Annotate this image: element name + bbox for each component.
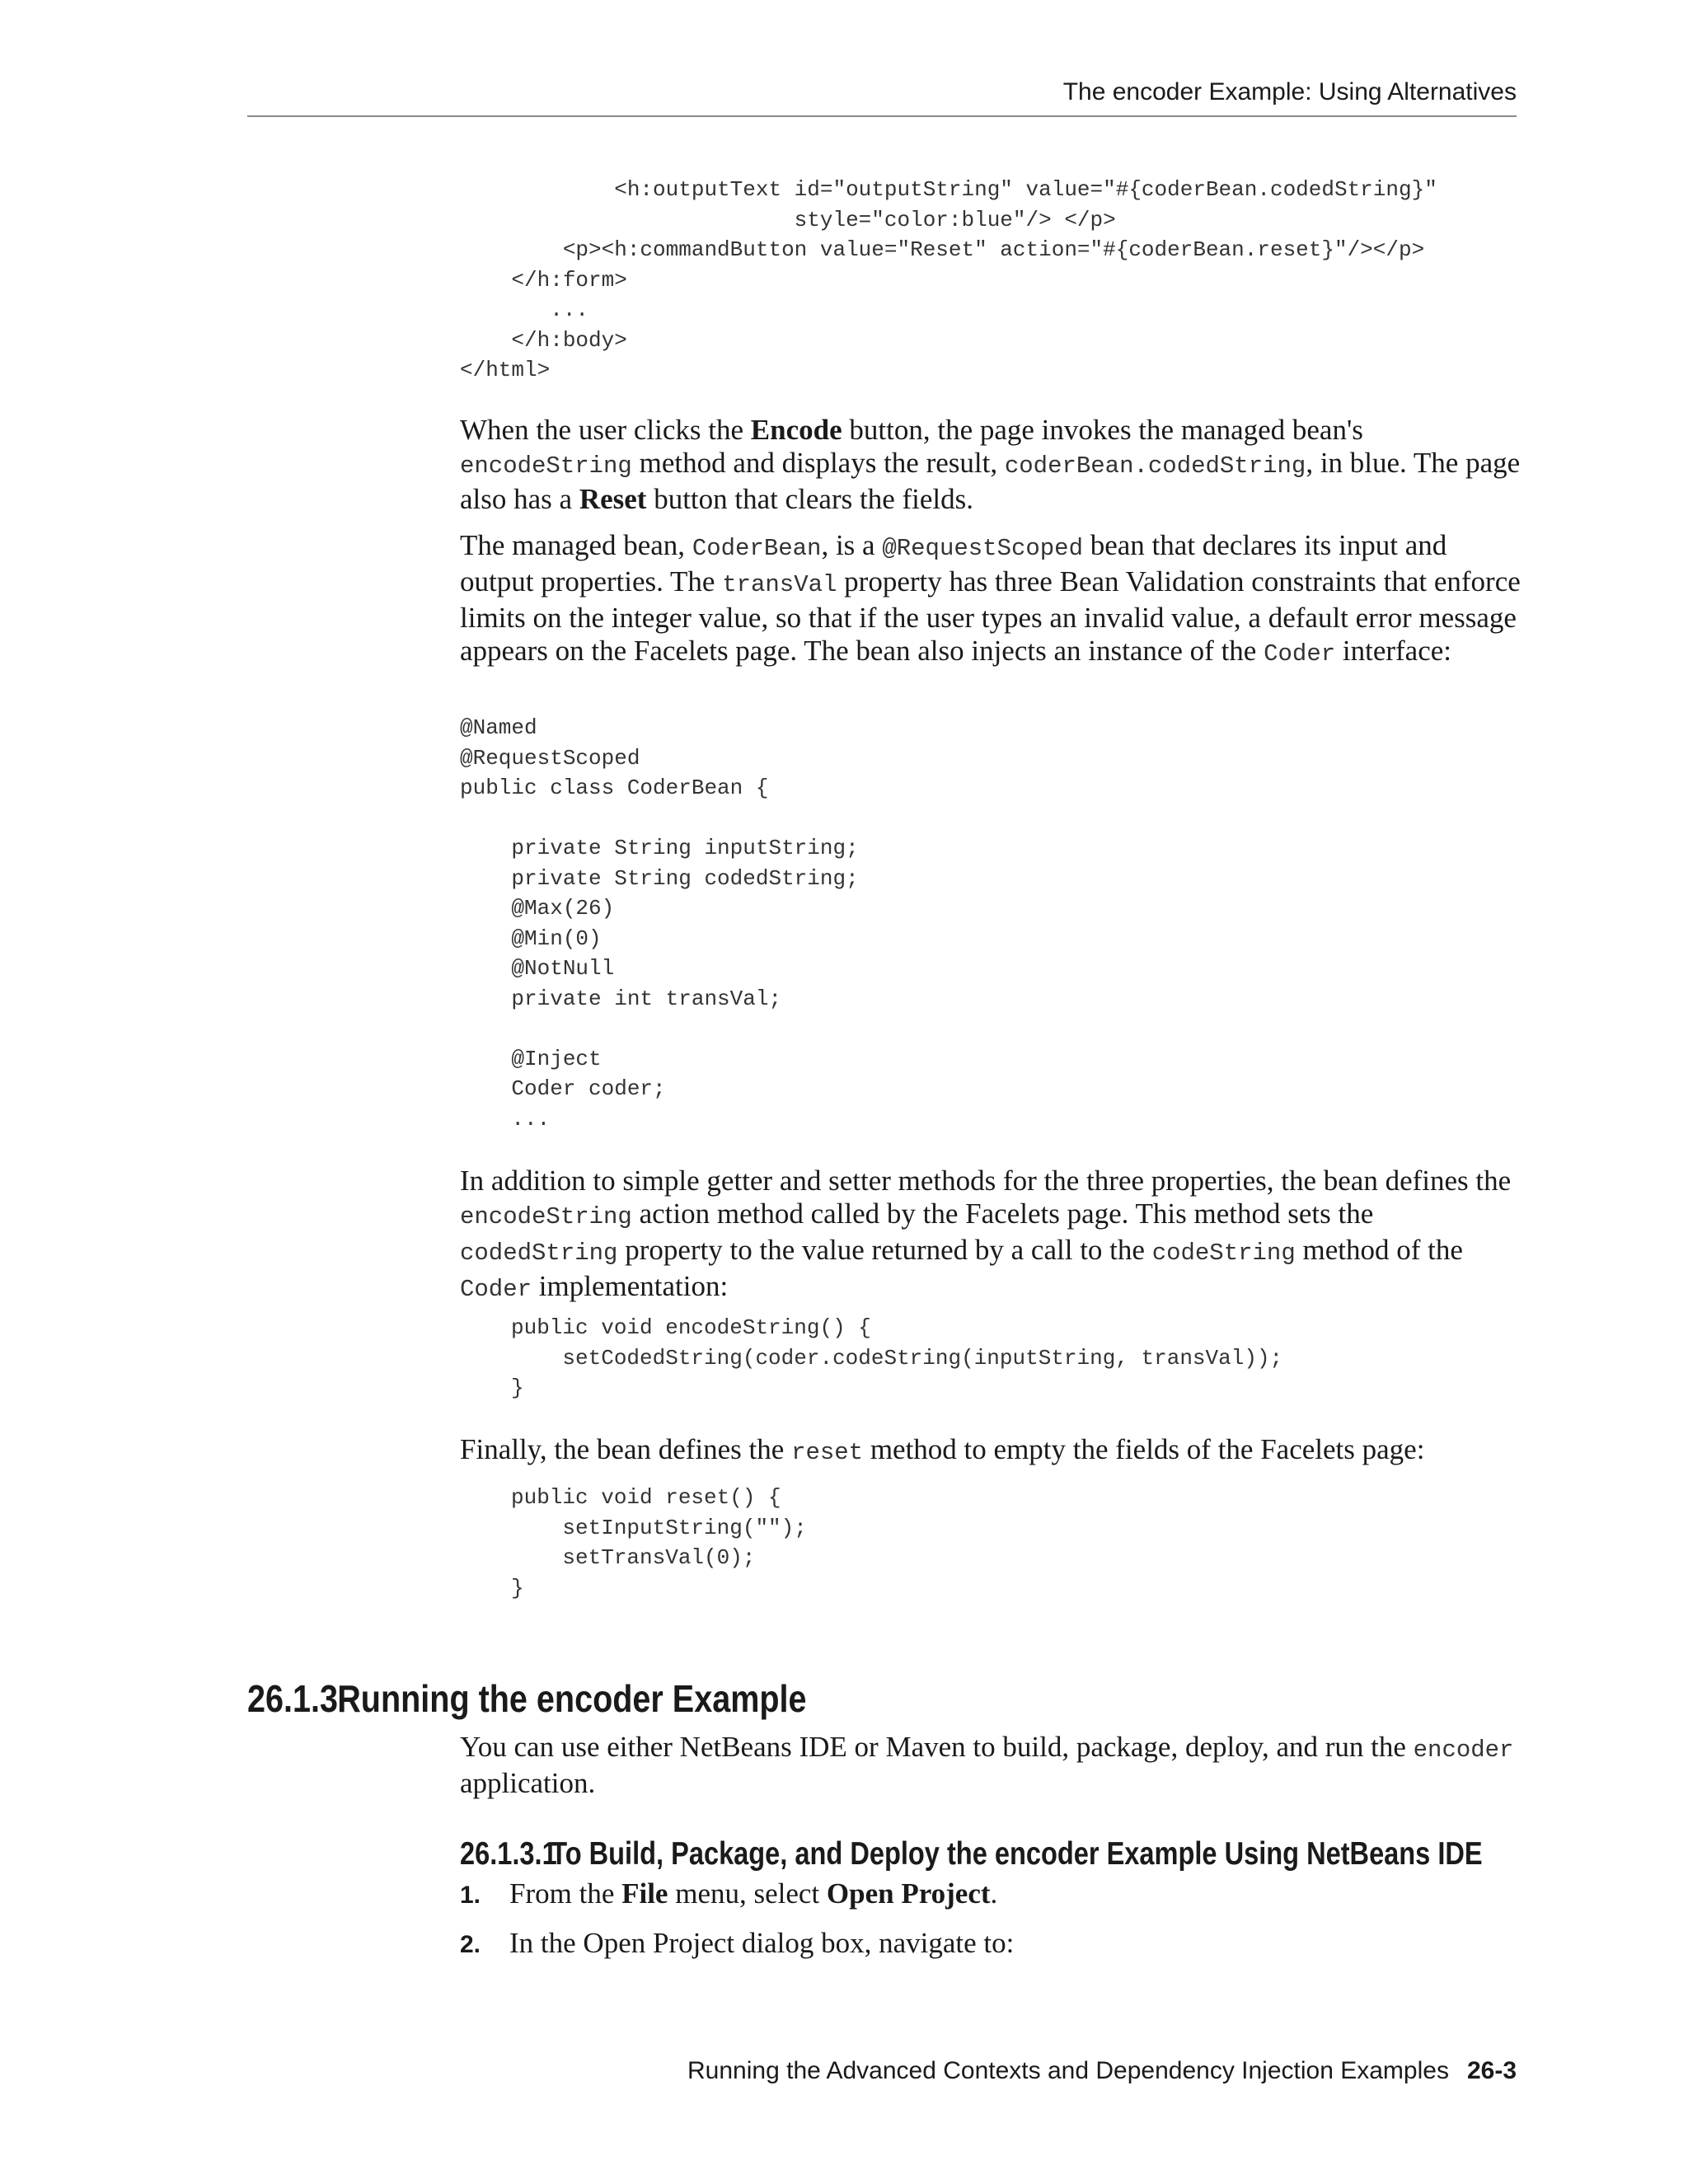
text: You can use either NetBeans IDE or Maven to build, package, deploy, and run the bbox=[460, 1731, 1414, 1763]
text: property has three Bean Validation constraints that enforce limits on the integer value, so that if the user types an invalid value, a default error message appears on the Facelets page. The bean also injects an instance of the bbox=[460, 565, 1521, 667]
page-number: 26-3 bbox=[1466, 2057, 1517, 2084]
paragraph-encode-method bbox=[460, 1165, 1523, 1306]
code-block-coderbean: @Named @RequestScoped public class CoderBean { private String inputString; private String codedString; @Max(26) @Min(0) @NotNull private int transVal; @Inject Coder coder; ... bbox=[460, 715, 859, 1132]
paragraph-managed-bean bbox=[460, 529, 1523, 671]
ui-term-reset: Reset bbox=[579, 483, 647, 515]
ui-term-file: File bbox=[621, 1877, 668, 1910]
inline-code: encodeString bbox=[460, 1203, 632, 1230]
text: bean that declares its input and output properties. The bbox=[460, 529, 1447, 598]
text: method and displays the result, bbox=[631, 447, 1005, 479]
step-item bbox=[460, 1877, 1523, 1912]
text: The managed bean, bbox=[460, 529, 692, 561]
ui-term-encode: Encode bbox=[750, 414, 842, 446]
code-block-facelets: <h:outputText id="outputString" value="#{coderBean.codedString}" style="color:blue"/> </p> <p><h:commandButton value="Reset" action="#{coderBean.reset}"/></p> </h:form> ... </h:body> </html> bbox=[460, 177, 1437, 382]
text: In the Open Project dialog box, navigate to: bbox=[509, 1927, 1015, 1959]
subsection-heading bbox=[460, 1835, 1483, 1874]
subsection-number: 26.1.3.1 bbox=[460, 1836, 557, 1872]
text: . bbox=[990, 1877, 998, 1910]
text: method to empty the fields of the Facelets page: bbox=[863, 1433, 1425, 1465]
step-number: 2. bbox=[460, 1931, 481, 1958]
code-block-encode-string: public void encodeString() { setCodedString(coder.codeString(inputString, transVal)); } bbox=[511, 1315, 1283, 1400]
text: Finally, the bean defines the bbox=[460, 1433, 792, 1465]
text: action method called by the Facelets page. This method sets the bbox=[631, 1197, 1374, 1230]
section-title: Running the encoder Example bbox=[337, 1677, 807, 1720]
paragraph-reset-method bbox=[460, 1433, 1523, 1469]
running-header: The encoder Example: Using Alternatives bbox=[1062, 78, 1517, 105]
text: application. bbox=[460, 1767, 596, 1799]
code-block-reset: public void reset() { setInputString(""); setTransVal(0); } bbox=[511, 1485, 807, 1601]
subsection-title: To Build, Package, and Deploy the encoder Example Using NetBeans IDE bbox=[551, 1836, 1483, 1872]
inline-code: transVal bbox=[722, 571, 837, 598]
footer-title: Running the Advanced Contexts and Dependency Injection Examples bbox=[687, 2057, 1449, 2084]
text: From the bbox=[509, 1877, 622, 1910]
text: button that clears the fields. bbox=[646, 483, 974, 515]
section-number: 26.1.3 bbox=[247, 1677, 338, 1720]
paragraph-encode-button bbox=[460, 414, 1523, 516]
text: menu, select bbox=[668, 1877, 827, 1910]
ui-term-open-project: Open Project bbox=[826, 1877, 991, 1910]
text: button, the page invokes the managed bean's bbox=[842, 414, 1363, 446]
inline-code: encodeString bbox=[460, 452, 632, 480]
inline-code: Coder bbox=[1264, 640, 1336, 668]
text: In addition to simple getter and setter methods for the three properties, the bean defines the bbox=[460, 1165, 1512, 1197]
text: implementation: bbox=[532, 1270, 729, 1302]
inline-code: encoder bbox=[1413, 1736, 1514, 1764]
text: property to the value returned by a call to the bbox=[617, 1234, 1152, 1266]
text: , is a bbox=[821, 529, 883, 561]
inline-code: codedString bbox=[460, 1240, 618, 1267]
text: , in blue. The page also has a bbox=[460, 447, 1521, 515]
text: interface: bbox=[1335, 635, 1451, 667]
inline-code: Coder bbox=[460, 1276, 532, 1303]
running-footer bbox=[247, 2055, 1517, 2088]
paragraph-running-intro bbox=[460, 1731, 1523, 1800]
inline-code: reset bbox=[791, 1439, 864, 1466]
inline-code: CoderBean bbox=[692, 535, 822, 562]
inline-code: coderBean.codedString bbox=[1004, 452, 1306, 480]
inline-code: @RequestScoped bbox=[882, 535, 1083, 562]
inline-code: codeString bbox=[1151, 1240, 1296, 1267]
text: method of the bbox=[1295, 1234, 1463, 1266]
text: When the user clicks the bbox=[460, 414, 751, 446]
step-number: 1. bbox=[460, 1882, 481, 1909]
header-divider bbox=[247, 115, 1517, 117]
section-heading bbox=[247, 1675, 807, 1722]
step-item bbox=[460, 1927, 1523, 1961]
